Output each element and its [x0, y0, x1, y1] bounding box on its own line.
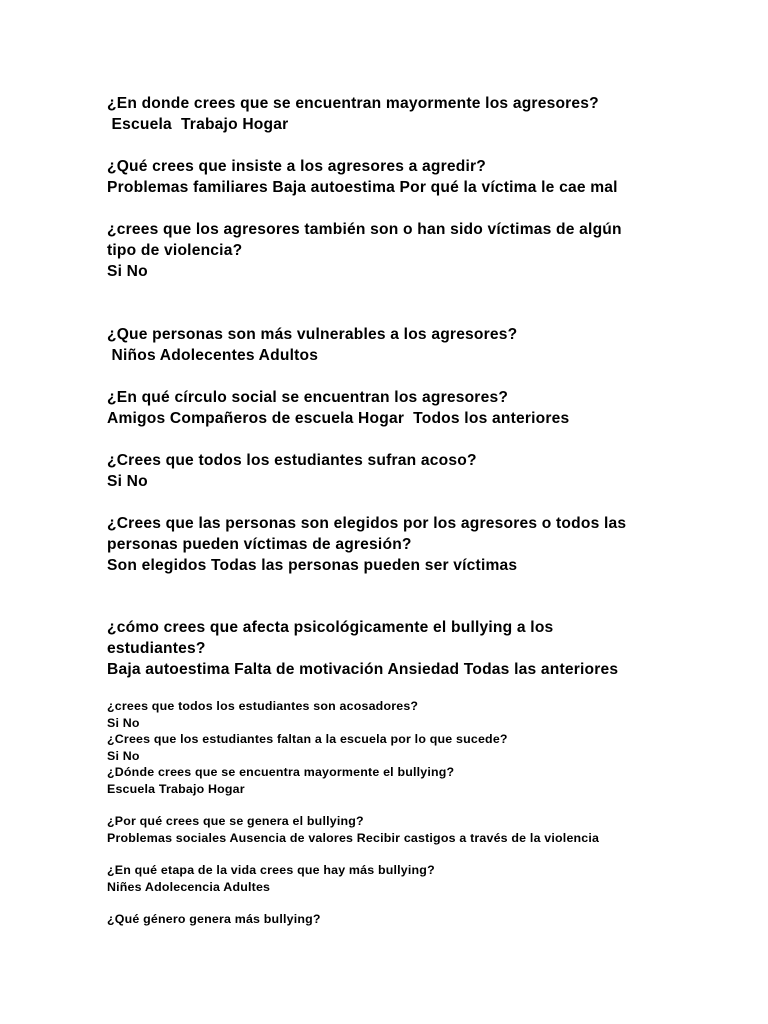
question-3-line-2: tipo de violencia? [107, 242, 243, 259]
answer-8: Baja autoestima Falta de motivación Ansiedad Todas las anteriores [107, 661, 619, 678]
question-8-line-2: estudiantes? [107, 640, 206, 657]
question-13: ¿En qué etapa de la vida crees que hay más bullying? [107, 863, 435, 877]
answer-1: Escuela Trabajo Hogar [107, 116, 289, 133]
answer-13: Niñes Adolecencia Adultes [107, 880, 271, 894]
answer-2: Problemas familiares Baja autoestima Por qué la víctima le cae mal [107, 179, 618, 196]
question-11: ¿Dónde crees que se encuentra mayormente el bullying? [107, 765, 455, 779]
answer-10: Si No [107, 749, 140, 763]
question-12: ¿Por qué crees que se genera el bullying? [107, 814, 364, 828]
answer-12: Problemas sociales Ausencia de valores Recibir castigos a través de la violencia [107, 831, 600, 845]
question-8-line-1: ¿cómo crees que afecta psicológicamente el bullying a los [107, 619, 554, 636]
question-14: ¿Qué género genera más bullying? [107, 912, 321, 926]
answer-6: Si No [107, 473, 148, 490]
question-7-line-2: personas pueden víctimas de agresión? [107, 536, 412, 553]
question-6: ¿Crees que todos los estudiantes sufran acoso? [107, 452, 477, 469]
answer-3: Si No [107, 263, 148, 280]
answer-11: Escuela Trabajo Hogar [107, 782, 245, 796]
question-7-line-1: ¿Crees que las personas son elegidos por los agresores o todos las [107, 515, 627, 532]
question-5: ¿En qué círculo social se encuentran los agresores? [107, 389, 509, 406]
question-2: ¿Qué crees que insiste a los agresores a agredir? [107, 158, 487, 175]
question-9: ¿crees que todos los estudiantes son acosadores? [107, 699, 419, 713]
answer-4: Niños Adolecentes Adultos [107, 347, 319, 364]
answer-7: Son elegidos Todas las personas pueden ser víctimas [107, 557, 518, 574]
answer-5: Amigos Compañeros de escuela Hogar Todos los anteriores [107, 410, 570, 427]
answer-9: Si No [107, 716, 140, 730]
question-3-line-1: ¿crees que los agresores también son o han sido víctimas de algún [107, 221, 622, 238]
question-4: ¿Que personas son más vulnerables a los agresores? [107, 326, 518, 343]
question-1: ¿En donde crees que se encuentran mayormente los agresores? [107, 95, 599, 112]
question-10: ¿Crees que los estudiantes faltan a la escuela por lo que sucede? [107, 732, 508, 746]
